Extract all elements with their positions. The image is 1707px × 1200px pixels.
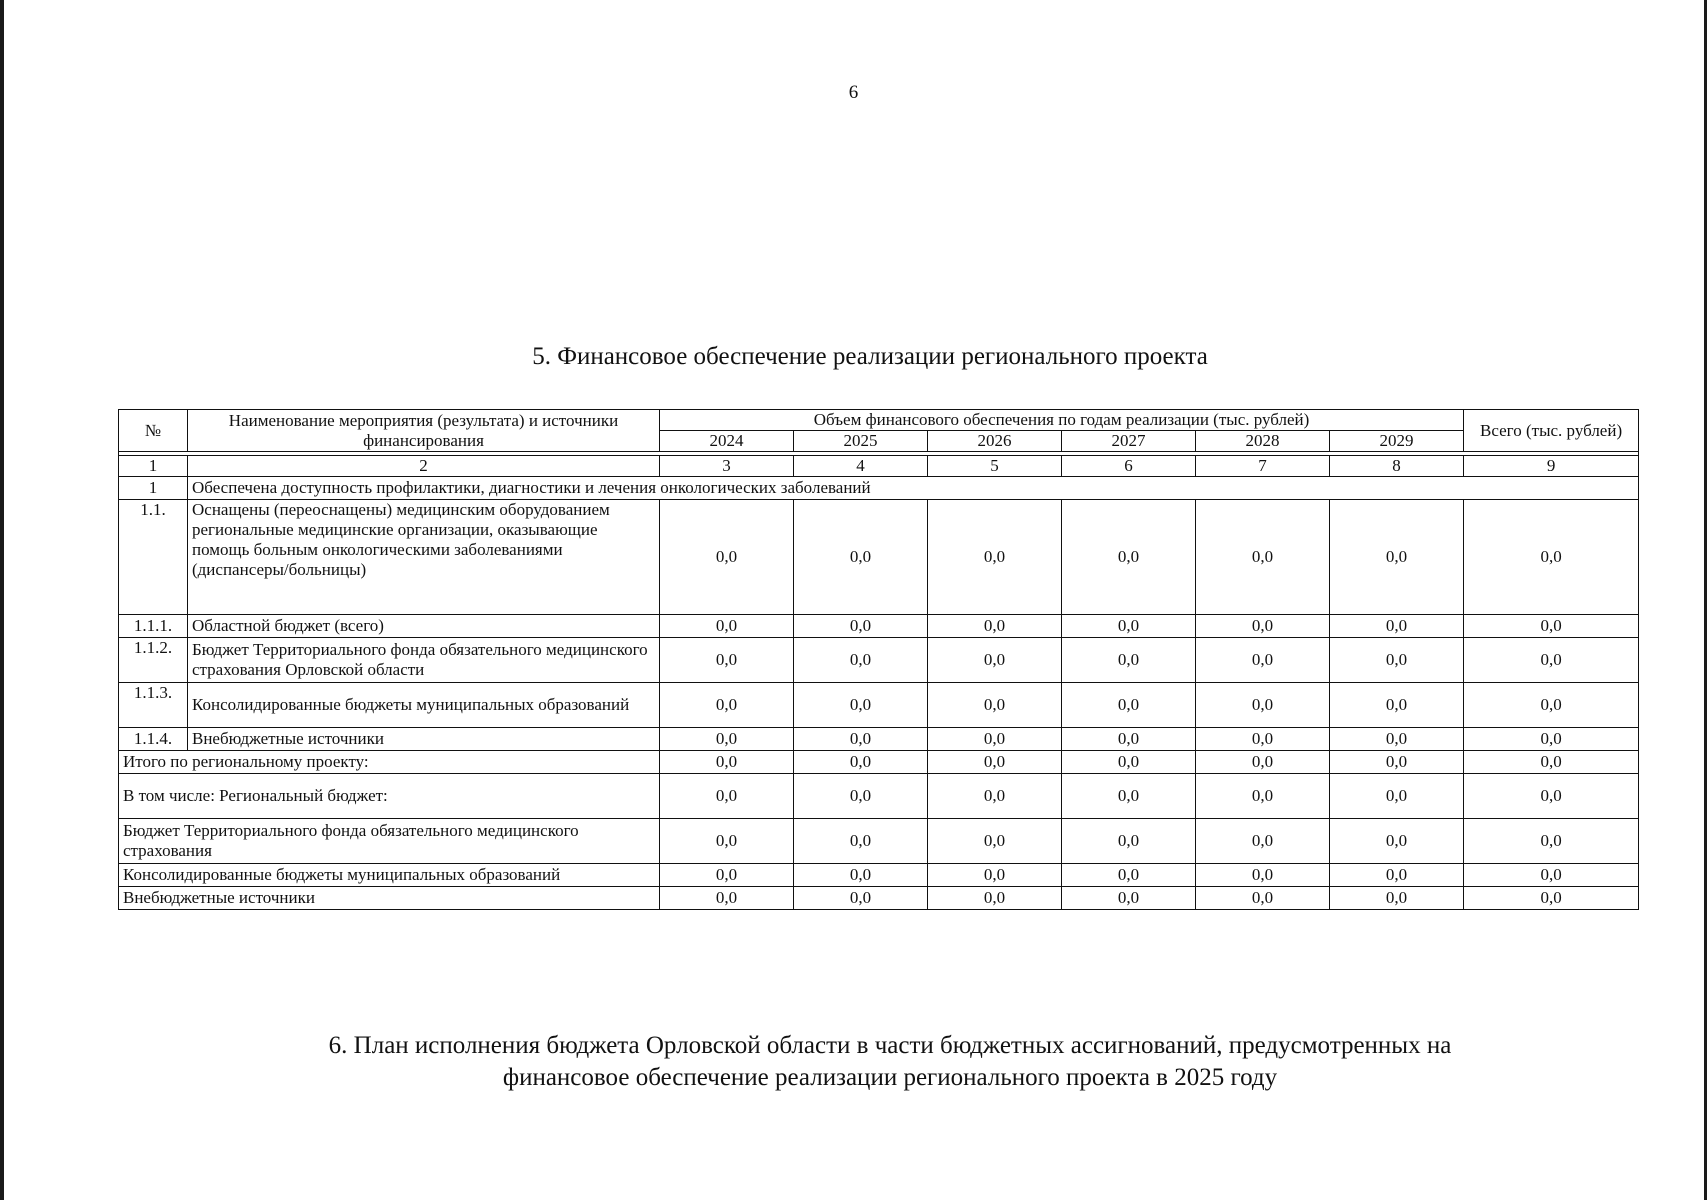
row-value: 0,0: [794, 683, 928, 728]
table-row: [119, 728, 1639, 751]
summary-row: [119, 864, 1639, 887]
summary-value: 0,0: [1062, 751, 1196, 774]
summary-value: 0,0: [928, 774, 1062, 819]
row-name: Бюджет Территориального фонда обязательного медицинского страхования Орловской области: [188, 638, 660, 683]
section-6-title: [250, 1030, 1530, 1094]
header-row-1: [119, 410, 1639, 431]
row-value: 0,0: [928, 500, 1062, 615]
summary-row: [119, 819, 1639, 864]
row-total: 0,0: [1464, 615, 1639, 638]
row-value: 0,0: [660, 615, 794, 638]
summary-value: 0,0: [660, 887, 794, 910]
row-value: 0,0: [660, 683, 794, 728]
row-value: 0,0: [1062, 615, 1196, 638]
summary-value: 0,0: [660, 864, 794, 887]
summary-value: 0,0: [1062, 774, 1196, 819]
table-row: [119, 683, 1639, 728]
summary-value: 0,0: [660, 774, 794, 819]
summary-value: 0,0: [794, 751, 928, 774]
row-value: 0,0: [1062, 683, 1196, 728]
table-row: [119, 615, 1639, 638]
column-number: 7: [1196, 456, 1330, 477]
summary-name: Внебюджетные источники: [119, 887, 660, 910]
row-total: 0,0: [1464, 638, 1639, 683]
row-name: Консолидированные бюджеты муниципальных образований: [188, 683, 660, 728]
row-value: 0,0: [794, 638, 928, 683]
summary-total: 0,0: [1464, 751, 1639, 774]
column-number: 4: [794, 456, 928, 477]
header-year: 2024: [660, 431, 794, 452]
summary-total: 0,0: [1464, 774, 1639, 819]
summary-value: 0,0: [660, 751, 794, 774]
summary-value: 0,0: [794, 774, 928, 819]
header-volume: Объем финансового обеспечения по годам реализации (тыс. рублей): [660, 410, 1464, 431]
row-value: 0,0: [794, 500, 928, 615]
column-number: 8: [1330, 456, 1464, 477]
summary-value: 0,0: [1196, 751, 1330, 774]
summary-row: [119, 751, 1639, 774]
row-value: 0,0: [794, 728, 928, 751]
summary-value: 0,0: [1330, 864, 1464, 887]
column-number: 1: [119, 456, 188, 477]
summary-row: [119, 774, 1639, 819]
row-num: 1.1.1.: [119, 615, 188, 638]
header-num: №: [119, 410, 188, 452]
column-number: 6: [1062, 456, 1196, 477]
row-value: 0,0: [1196, 500, 1330, 615]
row-num: 1.1.2.: [119, 638, 188, 683]
summary-value: 0,0: [794, 887, 928, 910]
row-name: Областной бюджет (всего): [188, 615, 660, 638]
summary-value: 0,0: [1196, 864, 1330, 887]
summary-total: 0,0: [1464, 887, 1639, 910]
summary-value: 0,0: [928, 751, 1062, 774]
summary-total: 0,0: [1464, 819, 1639, 864]
row-total: 0,0: [1464, 728, 1639, 751]
page-number: 6: [848, 82, 859, 103]
goal-text: Обеспечена доступность профилактики, диагностики и лечения онкологических заболеваний: [188, 477, 1639, 500]
summary-value: 0,0: [1062, 864, 1196, 887]
row-value: 0,0: [1062, 500, 1196, 615]
goal-num: 1: [119, 477, 188, 500]
summary-value: 0,0: [660, 819, 794, 864]
row-value: 0,0: [1062, 638, 1196, 683]
header-year: 2029: [1330, 431, 1464, 452]
row-value: 0,0: [1196, 728, 1330, 751]
summary-value: 0,0: [794, 864, 928, 887]
row-value: 0,0: [928, 638, 1062, 683]
summary-name: Бюджет Территориального фонда обязательного медицинского страхования: [119, 819, 660, 864]
section-5-title: 5. Финансовое обеспечение реализации регионального проекта: [532, 343, 1208, 370]
summary-value: 0,0: [1196, 774, 1330, 819]
summary-total: 0,0: [1464, 864, 1639, 887]
row-name: Оснащены (переоснащены) медицинским оборудованием региональные медицинские организации, оказывающие помощь больным онкологическими заболеваниями (диспансеры/больницы): [188, 500, 660, 615]
summary-value: 0,0: [1330, 819, 1464, 864]
column-number: 2: [188, 456, 660, 477]
header-year: 2028: [1196, 431, 1330, 452]
scan-edge-left: [0, 0, 4, 1200]
header-name: Наименование мероприятия (результата) и источники финансирования: [188, 410, 660, 452]
row-value: 0,0: [1330, 638, 1464, 683]
row-value: 0,0: [928, 615, 1062, 638]
row-name: Внебюджетные источники: [188, 728, 660, 751]
table-row: [119, 638, 1639, 683]
row-value: 0,0: [1330, 500, 1464, 615]
row-value: 0,0: [1330, 728, 1464, 751]
goal-row: [119, 477, 1639, 500]
header-total: Всего (тыс. рублей): [1464, 410, 1639, 452]
row-value: 0,0: [1330, 683, 1464, 728]
summary-value: 0,0: [928, 819, 1062, 864]
row-value: 0,0: [1330, 615, 1464, 638]
row-value: 0,0: [660, 728, 794, 751]
row-value: 0,0: [928, 683, 1062, 728]
financial-table: [118, 409, 1639, 910]
column-number: 9: [1464, 456, 1639, 477]
summary-value: 0,0: [1062, 887, 1196, 910]
row-num: 1.1.3.: [119, 683, 188, 728]
row-num: 1.1.4.: [119, 728, 188, 751]
summary-value: 0,0: [1196, 819, 1330, 864]
row-value: 0,0: [1062, 728, 1196, 751]
summary-row: [119, 887, 1639, 910]
summary-value: 0,0: [928, 864, 1062, 887]
header-year: 2027: [1062, 431, 1196, 452]
summary-value: 0,0: [1196, 887, 1330, 910]
column-number: 3: [660, 456, 794, 477]
row-value: 0,0: [794, 615, 928, 638]
summary-value: 0,0: [1062, 819, 1196, 864]
summary-value: 0,0: [928, 887, 1062, 910]
row-value: 0,0: [1196, 615, 1330, 638]
summary-value: 0,0: [794, 819, 928, 864]
section-6-title-line-1: 6. План исполнения бюджета Орловской области в части бюджетных ассигнований, предусмотренных на: [328, 1032, 1452, 1059]
summary-name: Консолидированные бюджеты муниципальных образований: [119, 864, 660, 887]
summary-name: Итого по региональному проекту:: [119, 751, 660, 774]
column-number: 5: [928, 456, 1062, 477]
row-value: 0,0: [660, 500, 794, 615]
summary-value: 0,0: [1330, 751, 1464, 774]
row-value: 0,0: [928, 728, 1062, 751]
header-year: 2025: [794, 431, 928, 452]
summary-value: 0,0: [1330, 774, 1464, 819]
row-total: 0,0: [1464, 683, 1639, 728]
row-value: 0,0: [660, 638, 794, 683]
column-numbers-row: [119, 456, 1639, 477]
summary-name: В том числе: Региональный бюджет:: [119, 774, 660, 819]
row-total: 0,0: [1464, 500, 1639, 615]
row-value: 0,0: [1196, 638, 1330, 683]
summary-value: 0,0: [1330, 887, 1464, 910]
table-row: [119, 500, 1639, 615]
header-year: 2026: [928, 431, 1062, 452]
row-num: 1.1.: [119, 500, 188, 615]
row-value: 0,0: [1196, 683, 1330, 728]
section-6-title-line-2: финансовое обеспечение реализации регионального проекта в 2025 году: [502, 1064, 1278, 1091]
